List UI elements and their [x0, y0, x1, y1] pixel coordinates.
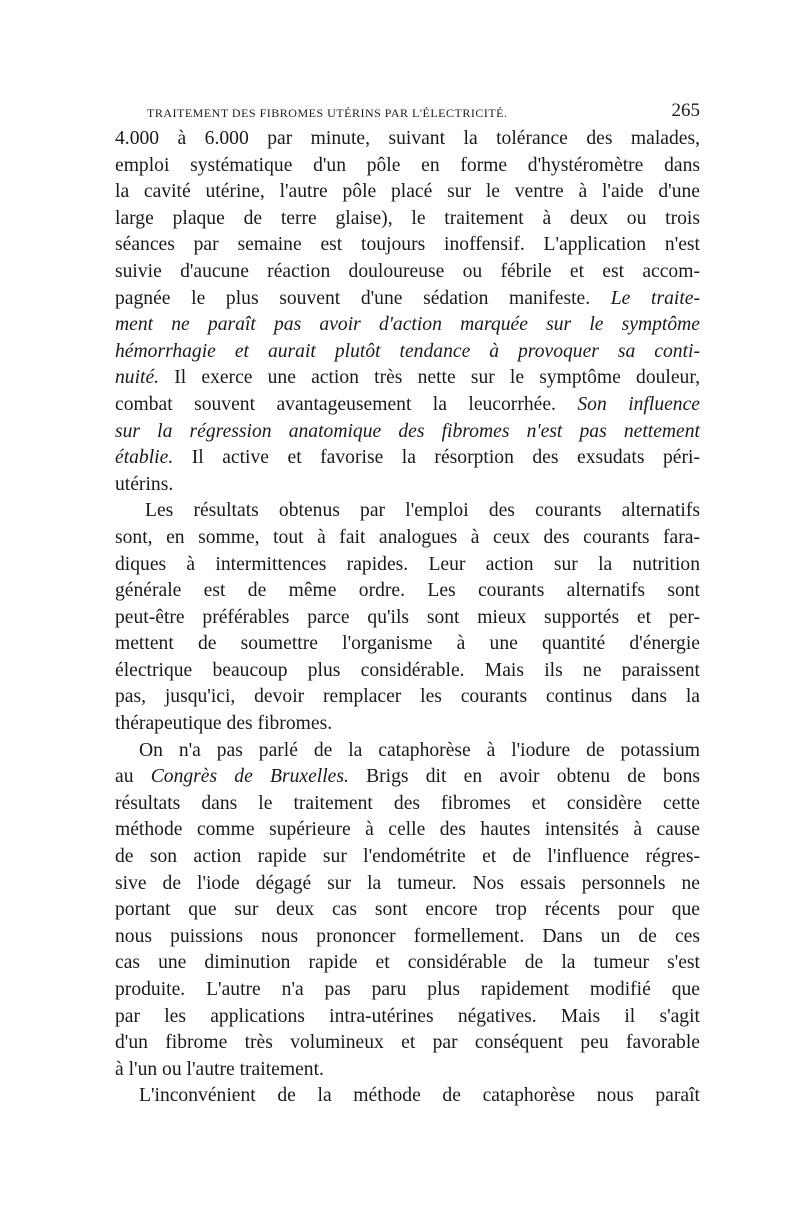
- text-run: diques à intermittences rapides. Leur action sur la nutrition: [115, 553, 700, 575]
- text-line: [115, 1057, 700, 1084]
- text-line: [115, 738, 700, 765]
- text-line: [115, 286, 700, 313]
- text-run: combat souvent avantageusement la leucorrhée.: [115, 393, 578, 415]
- text-run: séances par semaine est toujours inoffensif. L'application n'est: [115, 234, 700, 256]
- text-run: Il active et favorise la résorption des exsudats péri-: [173, 447, 700, 469]
- text-run: produite. L'autre n'a pas paru plus rapidement modifié que: [115, 979, 700, 1000]
- text-line: [115, 392, 700, 419]
- text-run: thérapeutique des fibromes.: [115, 713, 333, 735]
- text-run: pas, jusqu'ici, devoir remplacer les courants continus dans la: [115, 686, 700, 708]
- italic-text: établie.: [115, 447, 174, 469]
- text-run: large plaque de terre glaise), le traitement à deux ou trois: [115, 207, 700, 229]
- text-run: Les résultats obtenus par l'emploi des courants alternatifs: [145, 500, 700, 522]
- text-line: [115, 1004, 700, 1031]
- text-run: à l'un ou l'autre traitement.: [115, 1058, 324, 1080]
- text-run: cas une diminution rapide et considérable de la tumeur s'est: [115, 952, 700, 974]
- paragraph: [115, 126, 700, 498]
- text-run: emploi systématique d'un pôle en forme d'hystéromètre dans: [115, 154, 700, 176]
- text-line: [115, 259, 700, 286]
- italic-text: sur la régression anatomique des fibromes n'est pas nettement: [115, 420, 700, 442]
- text-run: de son action rapide sur l'endométrite et de l'influence régres-: [115, 846, 700, 868]
- text-run: par les applications intra-utérines négatives. Mais il s'agit: [115, 1005, 700, 1027]
- italic-text: ment ne paraît pas avoir d'action marquée sur le symptôme: [115, 314, 700, 336]
- text-line: [115, 791, 700, 818]
- body-text: [115, 126, 700, 1110]
- text-line: [115, 365, 700, 392]
- italic-text: hémorrhagie et aurait plutôt tendance à provoquer sa conti-: [115, 340, 700, 362]
- text-line: [115, 153, 700, 180]
- text-line: [115, 126, 700, 153]
- text-run: L'inconvénient de la méthode de cataphorèse nous paraît: [139, 1085, 700, 1107]
- text-run: mettent de soumettre l'organisme à une quantité d'énergie: [115, 633, 700, 655]
- italic-text: Congrès de Bruxelles.: [150, 766, 349, 788]
- text-line: [115, 312, 700, 339]
- page-number: 265: [671, 100, 700, 121]
- text-line: [115, 179, 700, 206]
- text-line: [115, 472, 700, 499]
- text-line: [115, 419, 700, 446]
- text-line: [115, 977, 700, 1004]
- text-run: d'un fibrome très volumineux et par conséquent peu favorable: [115, 1032, 700, 1054]
- text-run: sive de l'iode dégagé sur la tumeur. Nos essais personnels ne: [115, 872, 700, 894]
- text-line: [115, 206, 700, 233]
- text-line: [115, 552, 700, 579]
- text-run: la cavité utérine, l'autre pôle placé sur le ventre à l'aide d'une: [115, 181, 700, 203]
- italic-text: Le traite-: [610, 287, 701, 309]
- text-run: On n'a pas parlé de la cataphorèse à l'iodure de potassium: [139, 739, 700, 761]
- text-line: [115, 1030, 700, 1057]
- text-line: [115, 950, 700, 977]
- text-line: [115, 897, 700, 924]
- text-run: résultats dans le traitement des fibromes et considère cette: [115, 792, 700, 814]
- text-run: sont, en somme, tout à fait analogues à ceux des courants fara-: [115, 526, 700, 548]
- running-head-title: TRAITEMENT DES FIBROMES UTÉRINS PAR L'ÉLECTRICITÉ.: [147, 106, 508, 120]
- text-line: [115, 871, 700, 898]
- text-run: nous puissions nous prononcer formellement. Dans un de ces: [115, 925, 700, 947]
- text-line: [115, 684, 700, 711]
- paragraph: [115, 738, 700, 1084]
- text-run: générale est de même ordre. Les courants alternatifs sont: [115, 580, 700, 602]
- paragraph: [115, 498, 700, 737]
- text-line: [115, 339, 700, 366]
- text-line: [115, 817, 700, 844]
- text-line: [115, 764, 700, 791]
- text-line: [115, 445, 700, 472]
- text-run: suivie d'aucune réaction douloureuse ou fébrile et est accom-: [115, 260, 700, 282]
- text-line: [115, 525, 700, 552]
- text-line: [115, 1083, 700, 1110]
- text-line: [115, 578, 700, 605]
- italic-text: Son influence: [577, 393, 700, 415]
- paragraph: [115, 1083, 700, 1110]
- text-run: portant que sur deux cas sont encore trop récents pour que: [115, 899, 700, 921]
- text-run: Brigs dit en avoir obtenu de bons: [348, 766, 700, 788]
- text-line: [115, 924, 700, 951]
- text-run: 4.000 à 6.000 par minute, suivant la tolérance des malades,: [115, 128, 700, 149]
- text-line: [115, 498, 700, 525]
- text-run: utérins.: [115, 473, 174, 495]
- text-run: pagnée le plus souvent d'une sédation manifeste.: [115, 287, 611, 309]
- text-line: [115, 631, 700, 658]
- text-line: [115, 232, 700, 259]
- text-run: méthode comme supérieure à celle des hautes intensités à cause: [115, 819, 700, 841]
- text-run: au: [115, 766, 151, 788]
- text-line: [115, 605, 700, 632]
- text-run: peut-être préférables parce qu'ils sont mieux supportés et per-: [115, 606, 700, 628]
- text-line: [115, 711, 700, 738]
- italic-text: nuité.: [115, 367, 160, 389]
- text-run: électrique beaucoup plus considérable. Mais ils ne paraissent: [115, 659, 700, 681]
- text-line: [115, 844, 700, 871]
- book-page: [115, 96, 700, 1110]
- text-line: [115, 658, 700, 685]
- running-header: [115, 96, 700, 126]
- text-run: Il exerce une action très nette sur le symptôme douleur,: [159, 367, 700, 389]
